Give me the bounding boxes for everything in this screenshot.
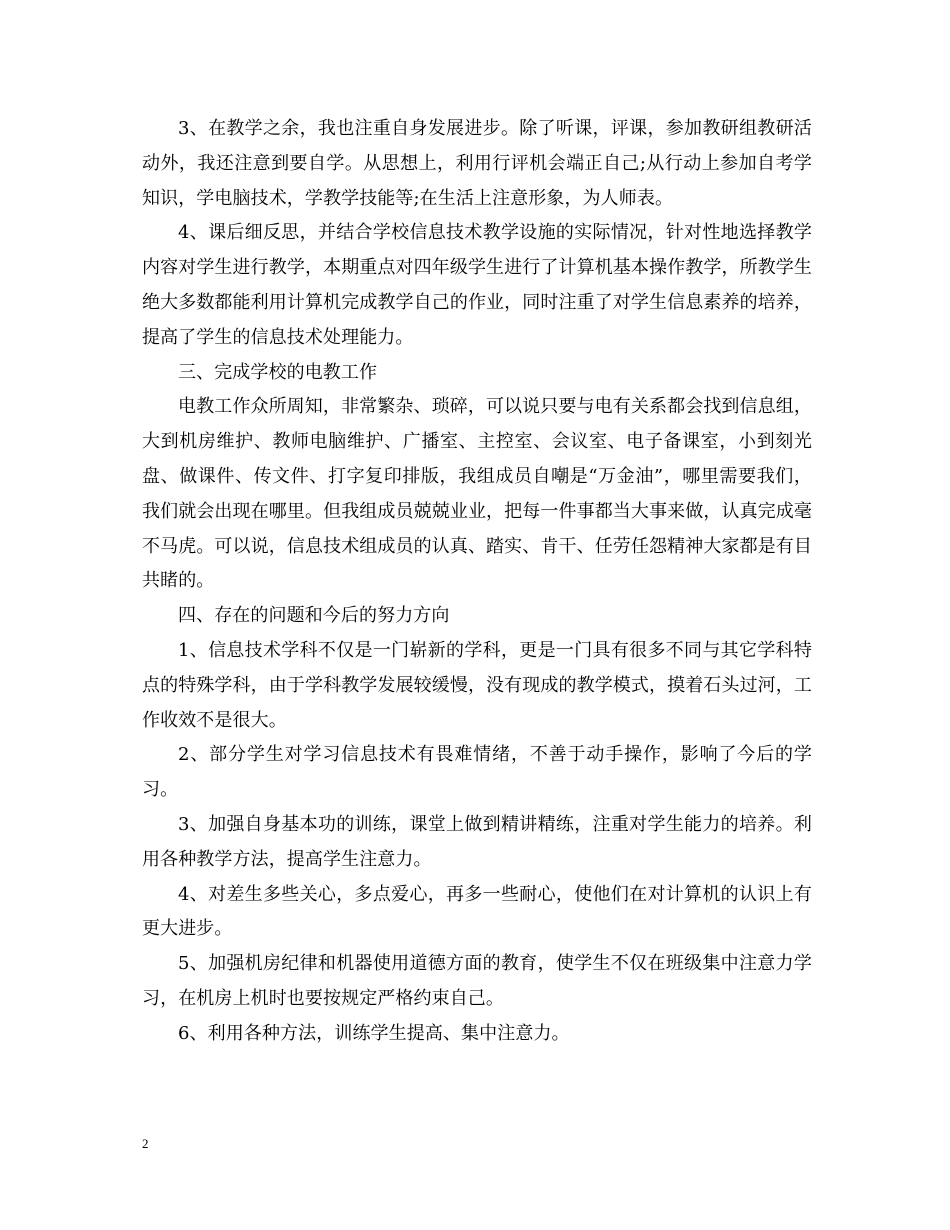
paragraph-direction-5: 5、加强机房纪律和机器使用道德方面的教育，使学生不仅在班级集中注意力学习，在机房上机时也要按规定严格约束自己。 — [142, 953, 812, 1009]
section-heading-problems: 四、存在的问题和今后的努力方向 — [178, 605, 450, 627]
paragraph-av-work: 电教工作众所周知，非常繁杂、琐碎，可以说只要与电有关系都会找到信息组，大到机房维护、教师电脑维护、广播室、主控室、会议室、电子备课室，小到刻光盘、做课件、传文件、打字复印排版，我组成员自嘲是“万金油”，哪里需要我们，我们就会出现在哪里。但我组成员兢兢业业，把每一件事都当大事来做，认真完成毫不马虎。可以说，信息技术组成员的认真、踏实、肯干、任劳任怨精神大家都是有目共睹的。 — [142, 396, 812, 592]
paragraph-problem-1: 1、信息技术学科不仅是一门崭新的学科，更是一门具有很多不同与其它学科特点的特殊学科，由于学科教学发展较缓慢，没有现成的教学模式，摸着石头过河，工作收效不是很大。 — [142, 639, 812, 731]
section-heading-av-work: 三、完成学校的电教工作 — [178, 361, 378, 383]
document-body — [142, 112, 812, 1052]
paragraph-direction-6: 6、利用各种方法，训练学生提高、集中注意力。 — [178, 1022, 570, 1044]
paragraph-self-development: 3、在教学之余，我也注重自身发展进步。除了听课，评课，参加教研组教研活动外，我还注意到要自学。从思想上，利用行评机会端正自己;从行动上参加自考学知识，学电脑技术，学教学技能等;在生活上注意形象，为人师表。 — [142, 118, 812, 209]
paragraph-direction-4: 4、对差生多些关心，多点爱心，再多一些耐心，使他们在对计算机的认识上有更大进步。 — [142, 883, 812, 940]
paragraph-direction-3: 3、加强自身基本功的训练，课堂上做到精讲精练，注重对学生能力的培养。利用各种教学方法，提高学生注意力。 — [142, 813, 812, 870]
page-number: 2 — [142, 1136, 149, 1151]
paragraph-problem-2: 2、部分学生对学习信息技术有畏难情绪，不善于动手操作，影响了今后的学习。 — [142, 744, 812, 801]
paragraph-after-class-reflection: 4、课后细反思，并结合学校信息技术教学设施的实际情况，针对性地选择教学内容对学生进行教学，本期重点对四年级学生进行了计算机基本操作教学，所教学生绝大多数都能利用计算机完成教学自己的作业，同时注重了对学生信息素养的培养，提高了学生的信息技术处理能力。 — [142, 222, 812, 348]
